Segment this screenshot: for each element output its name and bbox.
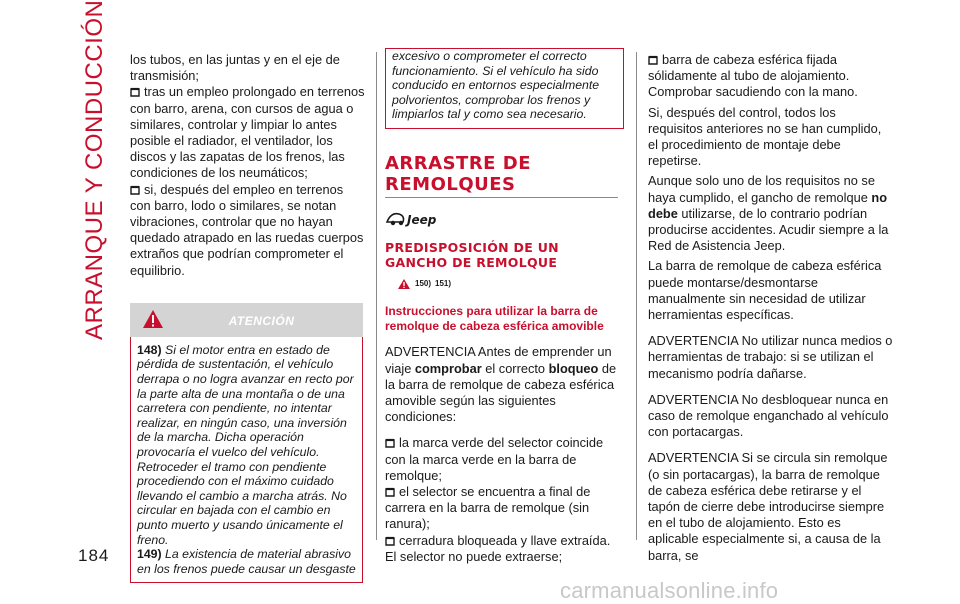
jeep-logo-icon [385,208,437,228]
bullet-icon [385,537,395,546]
col3-para-5: ADVERTENCIA No desbloquear nunca en caso de remolque enganchado al vehículo con portacargas. [648,391,889,440]
col1-intro: los tubos, en las juntas y en el eje de transmisión; [130,52,340,84]
side-chapter-title-text: ARRANQUE Y CONDUCCIÓN [81,0,108,340]
col2-bullet-3: cerradura bloqueada y llave extraída. El selector no puede extraerse; [385,532,611,564]
warning-item-149: 149) La existencia de material abrasivo en los frenos puede causar un desgaste [137,547,356,576]
col2-para-1: ADVERTENCIA Antes de emprender un viaje comprobar el correcto bloqueo de la barra de remolque de cabeza esférica amovible según las siguientes condiciones: [385,344,617,425]
bullet-icon [385,439,395,448]
col3-para-6: ADVERTENCIA Si se circula sin remolque (o sin portacargas), la barra de remolque de cabeza esférica debe retirarse y el tapón de cierre debe introducirse siempre en el tubo de alojamiento. Esto es aplicable especialmente si, a causa de la barra, se [648,450,888,563]
warning-box-continued: excesivo o comprometer el correcto funcionamiento. Si el vehículo ha sido conducido en entornos especialmente polvorientos, comprobar los frenos y limpiarlos tal y como sea necesario. [385,48,624,129]
bullet-icon [130,186,140,195]
warning-header [130,303,363,337]
column-divider [376,52,377,540]
instructions-title: Instrucciones para utilizar la barra de remolque de cabeza esférica amovible [385,304,604,334]
warning-box [130,337,363,584]
warning-references [397,276,625,292]
col3-para-2: Aunque solo uno de los requisitos no se haya cumplido, el gancho de remolque no debe utilizarse, de lo contrario podrían producirse accidentes. Acudir siempre a la Red de Asistencia Jeep. [648,173,889,254]
col3-para-3: La barra de remolque de cabeza esférica puede montarse/desmontarse manualmente sin necesidad de utilizar herramientas específicas. [648,258,882,323]
warning-title: ATENCIÓN [228,313,295,328]
warning-triangle-icon [397,278,411,290]
col2-bullet-2: el selector se encuentra a final de carrera en la barra de remolque (sin ranura); [385,484,591,532]
column-3 [648,52,893,564]
col1-bullet-2: si, después del empleo en terrenos con barro, lodo o similares, se notan vibraciones, controlar que no hayan quedado atrapado en las ruedas cuerpos extraños que podrían comprometer el equilibrio. [130,181,364,278]
bullet-icon [385,488,395,497]
col3-para-1: Si, después del control, todos los requisitos anteriores no se han cumplido, el procedimiento de montaje debe repetirse. [648,104,882,169]
bullet-icon [130,88,140,97]
watermark: carmanualsonline.info [560,578,779,603]
ref-151: 151) [435,279,452,289]
page-number: 184 [78,546,110,565]
sub-title: PREDISPOSICIÓN DE UN GANCHO DE REMOLQUE [385,240,559,271]
column-1 [130,52,365,583]
ref-150: 150) [415,279,432,289]
column-divider [636,52,637,540]
col3-para-4: ADVERTENCIA No utilizar nunca medios o herramientas de trabajo: si se utilizan el mecanismo podría dañarse. [648,333,893,381]
column-2 [385,49,625,565]
warning-item-148: 148) Si el motor entra en estado de pérdida de sustentación, el vehículo derrapa o no logra avanzar en recto por la parte alta de una montaña o de una carretera con pendiente, no intentar realizar, en ningún caso, una inversión de la marcha. Dicha operación provocaría el vuelco del vehículo. Retroceder el tramo con pendiente procediendo con el máximo cuidado llevando el cambio a marcha atrás. No circular en bajada con el cambio en punto muerto y usando únicamente el freno. [137,342,354,547]
col1-bullet-1: tras un empleo prolongado en terrenos con barro, arena, con cursos de agua o similares, controlar y limpiar lo antes posible el radiador, el ventilador, los discos y las zapatas de los frenos, las condiciones de los neumáticos; [130,84,365,181]
col3-bullet: barra de cabeza esférica fijada sólidamente al tubo de alojamiento. Comprobar sacudiendo con la mano. [648,52,858,100]
col2-bullet-1: la marca verde del selector coincide con la marca verde en la barra de remolque; [385,435,604,483]
section-rule [385,197,618,198]
side-chapter-title [72,0,112,548]
jeep-logo-text: Jeep [407,212,437,227]
section-title: ARRASTRE DE REMOLQUES [385,152,531,195]
bullet-icon [648,56,658,65]
